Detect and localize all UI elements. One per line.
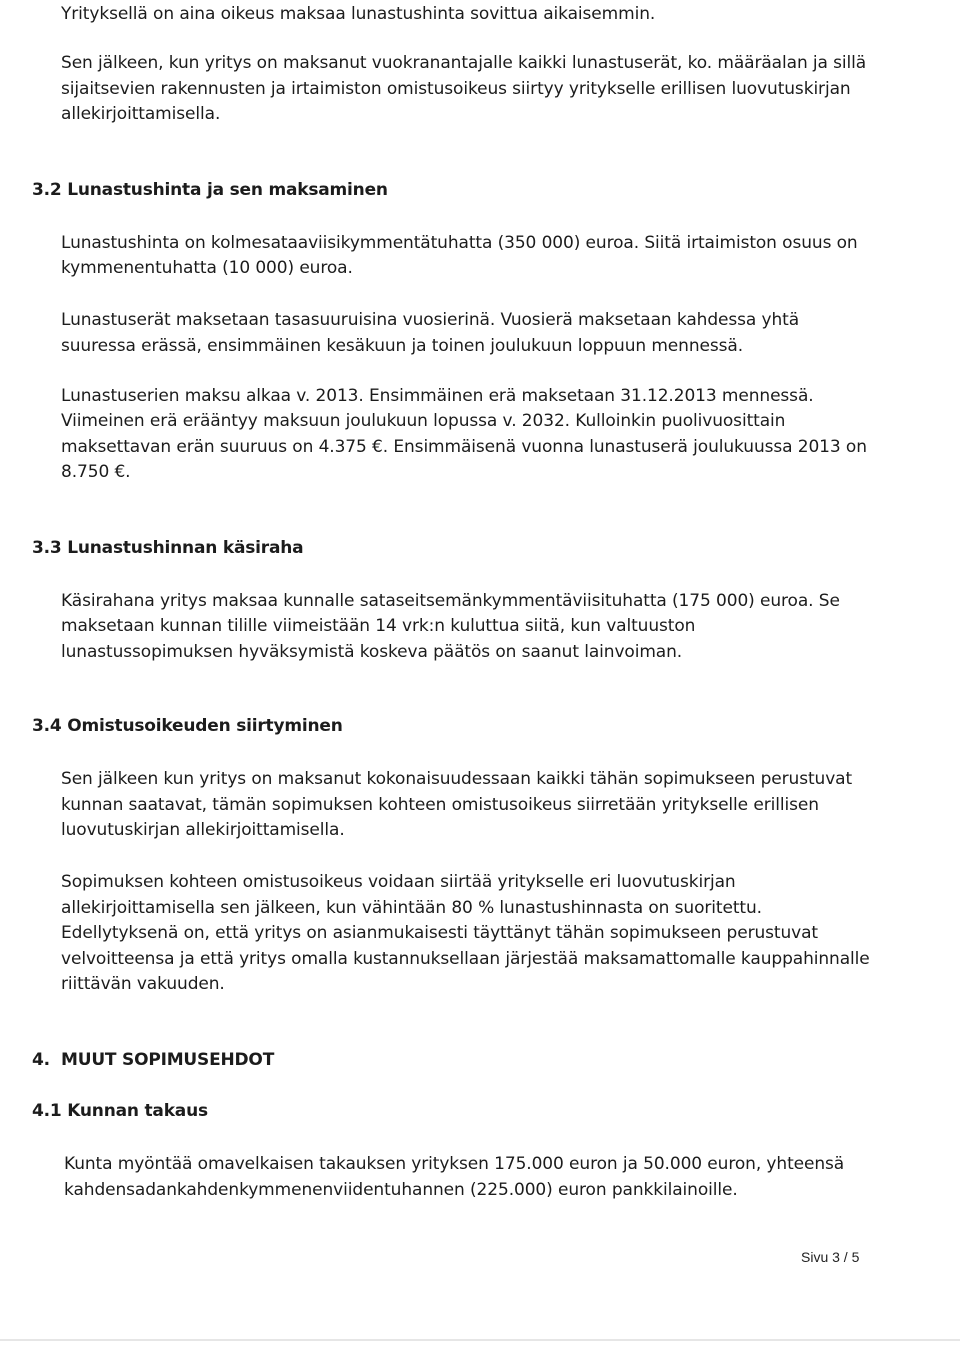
- section-3-4-line-1: Sen jälkeen kun yritys on maksanut kokonaisuudessaan kaikki tähän sopimukseen perustuvat: [61, 769, 853, 789]
- section-4-heading: MUUT SOPIMUSEHDOT: [61, 1050, 275, 1070]
- page-number: Sivu 3 / 5: [801, 1249, 860, 1265]
- section-3-4-line-8: riittävän vakuuden.: [61, 974, 225, 994]
- section-3-4-line-2: kunnan saatavat, tämän sopimuksen kohteen omistusoikeus siirretään yritykselle erillisen: [61, 795, 819, 815]
- section-4-number: 4.: [32, 1050, 50, 1070]
- section-3-2-line-1: Lunastushinta on kolmesataaviisikymmentätuhatta (350 000) euroa. Siitä irtaimiston osuus on: [61, 233, 858, 253]
- section-3-3-heading: 3.3 Lunastushinnan käsiraha: [32, 538, 304, 558]
- section-4-1-line-2: kahdensadankahdenkymmenenviidentuhannen (225.000) euron pankkilainoille.: [64, 1180, 738, 1200]
- section-4-1-line-1: Kunta myöntää omavelkaisen takauksen yrityksen 175.000 euron ja 50.000 euron, yhteensä: [64, 1154, 845, 1174]
- section-3-3-line-3: lunastussopimuksen hyväksymistä koskeva päätös on saanut lainvoiman.: [61, 642, 683, 662]
- intro-line-4: allekirjoittamisella.: [61, 104, 221, 124]
- intro-line-1: Yrityksellä on aina oikeus maksaa lunastushinta sovittua aikaisemmin.: [61, 4, 656, 24]
- section-3-2-line-3: Lunastuserät maksetaan tasasuuruisina vuosierinä. Vuosierä maksetaan kahdessa yhtä: [61, 310, 800, 330]
- intro-line-2: Sen jälkeen, kun yritys on maksanut vuokranantajalle kaikki lunastuserät, ko. määräalan ja sillä: [61, 53, 867, 73]
- section-3-4-line-7: velvoitteensa ja että yritys omalla kustannuksellaan järjestää maksamattomalle kauppahinnalle: [61, 949, 870, 969]
- section-3-4-line-5: allekirjoittamisella sen jälkeen, kun vähintään 80 % lunastushinnasta on suoritettu.: [61, 898, 762, 918]
- section-3-2-line-8: 8.750 €.: [61, 462, 131, 482]
- scan-bottom-edge: [0, 1339, 960, 1341]
- section-3-2-line-6: Viimeinen erä erääntyy maksuun joulukuun lopussa v. 2032. Kulloinkin puolivuosittain: [61, 411, 786, 431]
- section-3-4-line-3: luovutuskirjan allekirjoittamisella.: [61, 820, 345, 840]
- section-3-2-line-2: kymmenentuhatta (10 000) euroa.: [61, 258, 353, 278]
- intro-line-3: sijaitsevien rakennusten ja irtaimiston omistusoikeus siirtyy yritykselle erillisen luovutuskirjan: [61, 79, 851, 99]
- section-3-4-heading: 3.4 Omistusoikeuden siirtyminen: [32, 716, 343, 736]
- section-3-4-line-6: Edellytyksenä on, että yritys on asianmukaisesti täyttänyt tähän sopimukseen perustuvat: [61, 923, 818, 943]
- section-3-3-line-2: maksetaan kunnan tilille viimeistään 14 vrk:n kuluttua siitä, kun valtuuston: [61, 616, 696, 636]
- section-3-2-heading: 3.2 Lunastushinta ja sen maksaminen: [32, 180, 388, 200]
- section-3-2-line-5: Lunastuserien maksu alkaa v. 2013. Ensimmäinen erä maksetaan 31.12.2013 mennessä.: [61, 386, 814, 406]
- section-4-1-heading: 4.1 Kunnan takaus: [32, 1101, 208, 1121]
- section-3-3-line-1: Käsirahana yritys maksaa kunnalle sataseitsemänkymmentäviisituhatta (175 000) euroa. Se: [61, 591, 840, 611]
- section-3-2-line-4: suuressa erässä, ensimmäinen kesäkuun ja toinen joulukuun loppuun mennessä.: [61, 336, 744, 356]
- section-3-2-line-7: maksettavan erän suuruus on 4.375 €. Ensimmäisenä vuonna lunastuserä joulukuussa 2013 on: [61, 437, 867, 457]
- section-3-4-line-4: Sopimuksen kohteen omistusoikeus voidaan siirtää yritykselle eri luovutuskirjan: [61, 872, 736, 892]
